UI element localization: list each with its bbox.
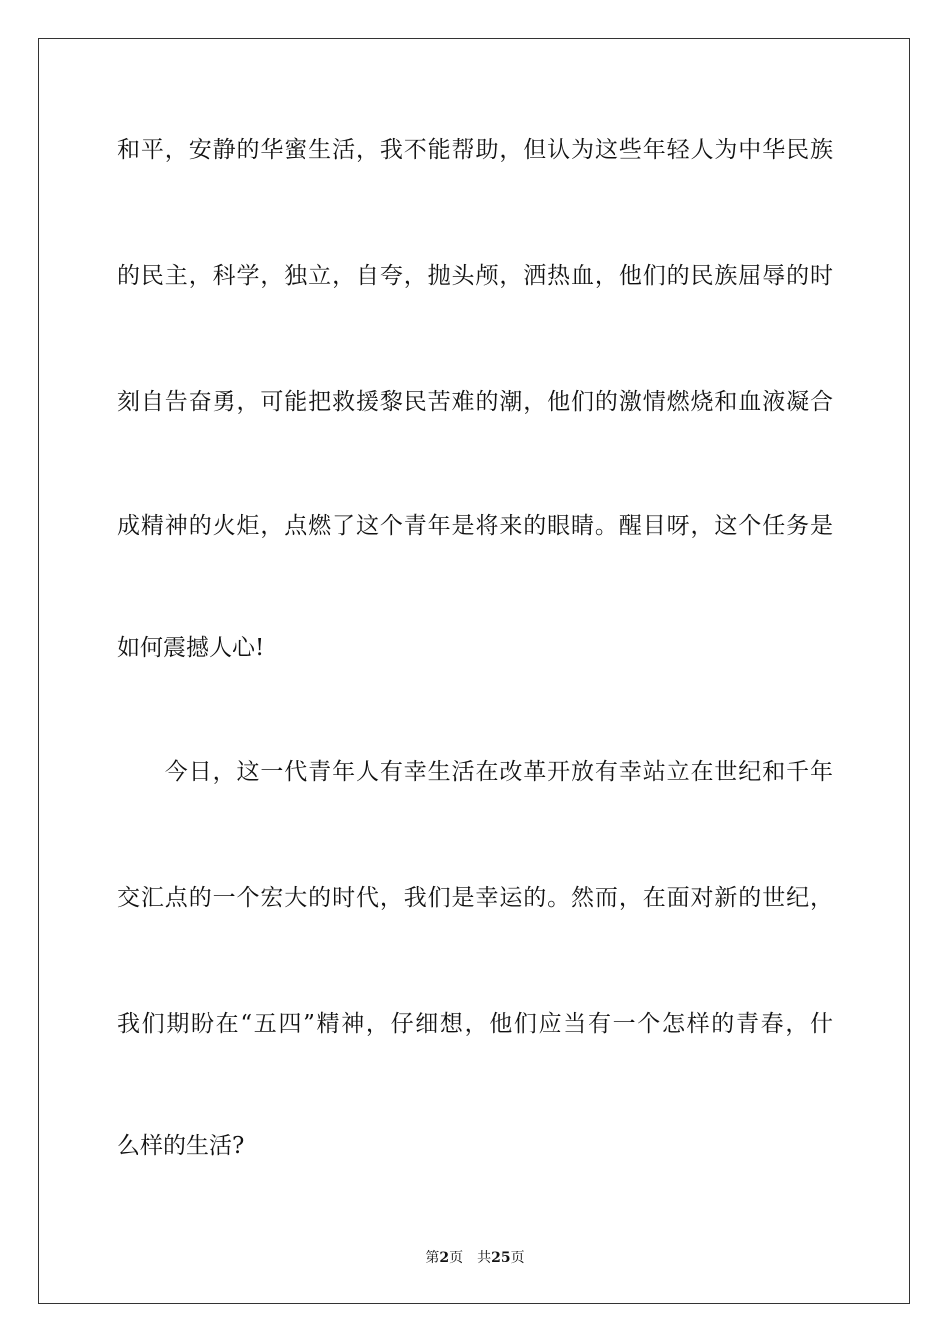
page-prefix: 第 <box>425 1250 440 1266</box>
paragraph-line-4: 成精神的火炬，点燃了这个青年是将来的眼睛。醒目呀，这个任务是 <box>117 513 833 539</box>
paragraph-line-8: 我们期盼在“五四”精神，仔细想，他们应当有一个怎样的青春，什 <box>117 1011 833 1037</box>
paragraph-line-6: 今日，这一代青年人有幸生活在改革开放有幸站立在世纪和千年 <box>117 759 833 785</box>
paragraph-line-7: 交汇点的一个宏大的时代，我们是幸运的。然而，在面对新的世纪， <box>117 885 833 911</box>
total-prefix: 共 <box>477 1250 492 1266</box>
page-footer <box>0 1249 950 1267</box>
paragraph-line-5: 如何震撼人心! <box>117 635 265 661</box>
page-number: 2 <box>439 1250 450 1266</box>
total-suffix: 页 <box>510 1250 525 1266</box>
paragraph-line-3: 刻自告奋勇，可能把救援黎民苦难的潮，他们的激情燃烧和血液凝合 <box>117 389 833 415</box>
paragraph-line-9: 么样的生活? <box>117 1133 245 1159</box>
paragraph-line-2: 的民主，科学，独立，自夸，抛头颅，洒热血，他们的民族屈辱的时 <box>117 263 833 289</box>
page-border <box>38 38 910 1304</box>
total-pages: 25 <box>491 1250 511 1266</box>
page-suffix: 页 <box>449 1250 464 1266</box>
paragraph-line-1: 和平，安静的华蜜生活，我不能帮助，但认为这些年轻人为中华民族 <box>117 137 833 163</box>
